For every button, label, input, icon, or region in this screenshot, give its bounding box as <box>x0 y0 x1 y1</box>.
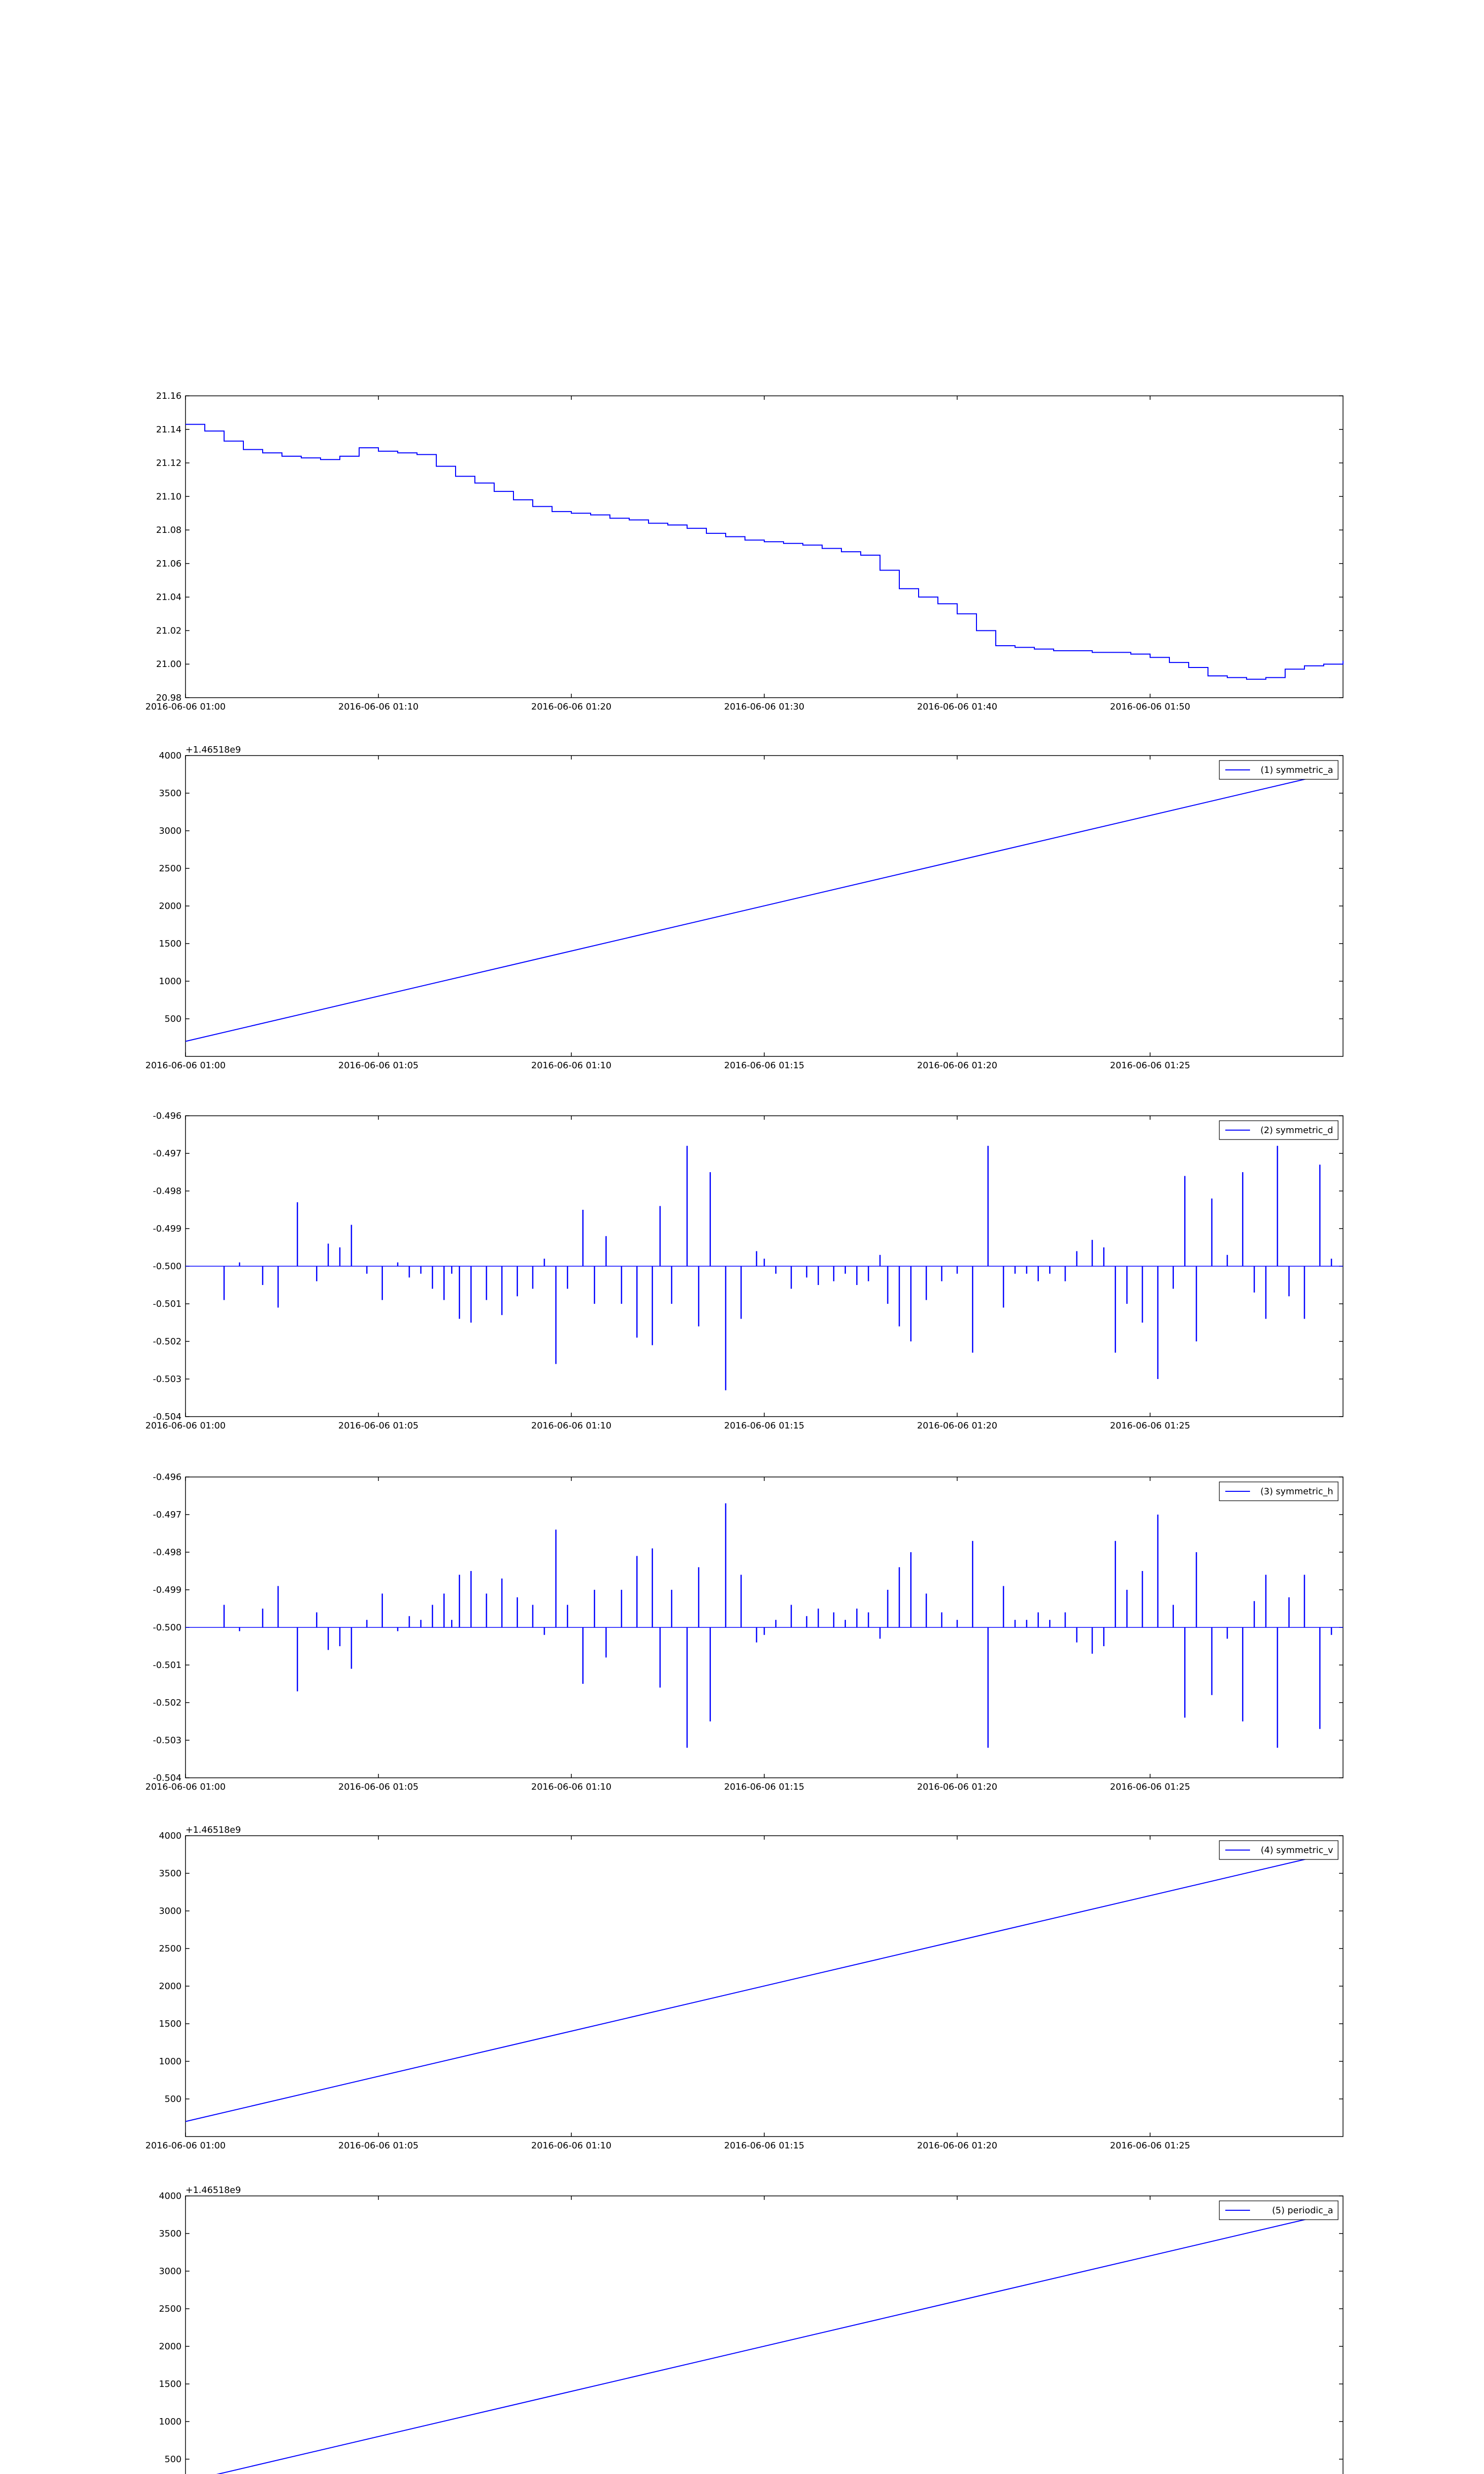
y-tick-label: -0.497 <box>152 1510 182 1520</box>
y-tick-label: -0.499 <box>152 1585 182 1595</box>
y-tick-label: -0.496 <box>152 1111 182 1121</box>
y-tick-label: 3500 <box>159 2229 182 2239</box>
y-offset-label: +1.46518e9 <box>186 745 241 755</box>
y-tick-label: 500 <box>164 2094 182 2104</box>
y-tick-label: 21.12 <box>156 458 182 469</box>
x-tick-label: 2016-06-06 01:25 <box>1110 2141 1191 2151</box>
y-tick-label: -0.500 <box>152 1622 182 1633</box>
y-tick-label: -0.501 <box>152 1660 182 1670</box>
y-tick-label: 21.16 <box>156 391 182 401</box>
plot-frame <box>186 2196 1343 2474</box>
x-tick-label: 2016-06-06 01:05 <box>338 2141 419 2151</box>
y-offset-label: +1.46518e9 <box>186 1825 241 1835</box>
x-tick-label: 2016-06-06 01:05 <box>338 1782 419 1792</box>
series-line <box>186 772 1335 1041</box>
legend <box>1219 1482 1338 1501</box>
y-tick-label: 3000 <box>159 826 182 836</box>
y-tick-label: 3500 <box>159 788 182 799</box>
x-tick-label: 2016-06-06 01:00 <box>145 2141 226 2151</box>
x-tick-label: 2016-06-06 01:05 <box>338 1060 419 1071</box>
legend <box>1219 1841 1338 1859</box>
chart-panel-2 <box>145 745 1343 1071</box>
legend <box>1219 761 1338 779</box>
legend <box>1219 1121 1338 1140</box>
y-tick-label: 3000 <box>159 1906 182 1916</box>
y-tick-label: -0.504 <box>152 1412 182 1422</box>
y-tick-label: 1500 <box>159 2019 182 2029</box>
x-tick-label: 2016-06-06 01:15 <box>724 2141 805 2151</box>
x-tick-label: 2016-06-06 01:10 <box>531 1060 612 1071</box>
y-tick-label: -0.503 <box>152 1374 182 1384</box>
x-tick-label: 2016-06-06 01:10 <box>531 1421 612 1431</box>
y-tick-label: 4000 <box>159 2191 182 2201</box>
y-tick-label: 2500 <box>159 863 182 874</box>
y-tick-label: 2000 <box>159 2341 182 2352</box>
y-tick-label: 4000 <box>159 1831 182 1841</box>
y-tick-label: -0.502 <box>152 1698 182 1708</box>
y-tick-label: 21.06 <box>156 558 182 569</box>
y-tick-label: 2500 <box>159 1944 182 1954</box>
x-tick-label: 2016-06-06 01:50 <box>1110 702 1191 712</box>
x-tick-label: 2016-06-06 01:00 <box>145 702 226 712</box>
y-offset-label: +1.46518e9 <box>186 2185 241 2195</box>
x-tick-label: 2016-06-06 01:00 <box>145 1060 226 1071</box>
y-tick-label: 1500 <box>159 939 182 949</box>
series-line <box>186 1852 1335 2121</box>
y-tick-label: -0.504 <box>152 1773 182 1783</box>
chart-panel-3 <box>145 1111 1343 1431</box>
chart-panel-1 <box>145 391 1343 712</box>
x-tick-label: 2016-06-06 01:15 <box>724 1782 805 1792</box>
x-tick-label: 2016-06-06 01:25 <box>1110 1060 1191 1071</box>
x-tick-label: 2016-06-06 01:20 <box>531 702 612 712</box>
x-tick-label: 2016-06-06 01:15 <box>724 1421 805 1431</box>
x-tick-label: 2016-06-06 01:20 <box>917 1782 998 1792</box>
legend <box>1219 2201 1338 2220</box>
y-tick-label: -0.502 <box>152 1336 182 1347</box>
chart-panel-4 <box>145 1472 1343 1792</box>
x-tick-label: 2016-06-06 01:10 <box>531 1782 612 1792</box>
y-tick-label: -0.500 <box>152 1261 182 1272</box>
y-tick-label: 21.00 <box>156 659 182 670</box>
x-tick-label: 2016-06-06 01:20 <box>917 1060 998 1071</box>
y-tick-label: 1000 <box>159 2417 182 2427</box>
legend-entry: (5) periodic_a <box>1272 2205 1333 2216</box>
y-tick-label: 21.10 <box>156 491 182 502</box>
x-tick-label: 2016-06-06 01:40 <box>917 702 998 712</box>
y-tick-label: 21.14 <box>156 424 182 435</box>
x-tick-label: 2016-06-06 01:10 <box>338 702 419 712</box>
y-tick-label: 3500 <box>159 1868 182 1879</box>
y-tick-label: -0.499 <box>152 1224 182 1234</box>
y-tick-label: 2500 <box>159 2304 182 2314</box>
y-tick-label: 2000 <box>159 901 182 911</box>
y-tick-label: -0.497 <box>152 1148 182 1159</box>
y-tick-label: 4000 <box>159 751 182 761</box>
y-tick-label: 21.08 <box>156 525 182 536</box>
chart-panel-5 <box>145 1825 1343 2151</box>
y-tick-label: 500 <box>164 1014 182 1024</box>
y-tick-label: 1500 <box>159 2379 182 2389</box>
x-tick-label: 2016-06-06 01:25 <box>1110 1421 1191 1431</box>
x-tick-label: 2016-06-06 01:25 <box>1110 1782 1191 1792</box>
x-tick-label: 2016-06-06 01:05 <box>338 1421 419 1431</box>
y-tick-label: 1000 <box>159 2056 182 2067</box>
y-tick-label: 21.04 <box>156 592 182 603</box>
y-tick-label: -0.496 <box>152 1472 182 1482</box>
chart-panel-6 <box>145 2185 1343 2474</box>
y-tick-label: -0.498 <box>152 1186 182 1196</box>
x-tick-label: 2016-06-06 01:20 <box>917 2141 998 2151</box>
legend-entry: (2) symmetric_d <box>1260 1125 1333 1136</box>
x-tick-label: 2016-06-06 01:15 <box>724 1060 805 1071</box>
legend-entry: (4) symmetric_v <box>1260 1845 1333 1856</box>
series-line <box>186 2212 1335 2474</box>
y-tick-label: 3000 <box>159 2266 182 2277</box>
y-tick-label: 20.98 <box>156 693 182 703</box>
x-tick-label: 2016-06-06 01:30 <box>724 702 805 712</box>
y-tick-label: 2000 <box>159 1981 182 1992</box>
plot-frame <box>186 396 1343 698</box>
y-tick-label: 1000 <box>159 976 182 987</box>
legend-entry: (1) symmetric_a <box>1260 765 1333 775</box>
y-tick-label: -0.503 <box>152 1735 182 1746</box>
x-tick-label: 2016-06-06 01:20 <box>917 1421 998 1431</box>
series-line <box>186 425 1343 679</box>
x-tick-label: 2016-06-06 01:00 <box>145 1421 226 1431</box>
y-tick-label: -0.498 <box>152 1547 182 1558</box>
legend-entry: (3) symmetric_h <box>1260 1486 1333 1497</box>
y-tick-label: 500 <box>164 2454 182 2465</box>
x-tick-label: 2016-06-06 01:00 <box>145 1782 226 1792</box>
y-tick-label: -0.501 <box>152 1299 182 1309</box>
y-tick-label: 21.02 <box>156 625 182 636</box>
x-tick-label: 2016-06-06 01:10 <box>531 2141 612 2151</box>
